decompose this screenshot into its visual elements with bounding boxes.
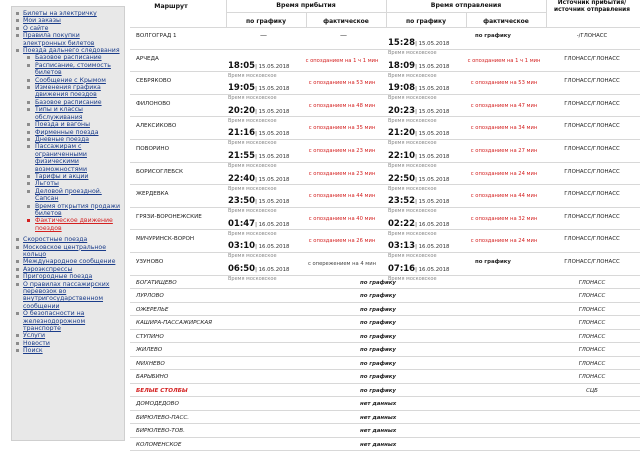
bullet-icon <box>27 131 30 134</box>
departure-status: по графику <box>475 259 511 265</box>
station-name: СТУПИНО <box>136 333 164 340</box>
sidebar-link-label: Международное сообщение <box>23 258 116 266</box>
movement-status: нет данных <box>360 428 397 435</box>
header-arrival-scheduled: по графику <box>246 18 286 25</box>
bullet-icon <box>27 190 30 193</box>
header-departure-scheduled: по графику <box>406 18 446 25</box>
departure-date: | 15.05.2018 <box>415 108 450 115</box>
source-label: ГЛОНАСС <box>578 306 606 313</box>
arrival-date: | 15.05.2018 <box>255 199 290 206</box>
bullet-icon <box>16 19 19 22</box>
timezone-note: Время московское <box>228 72 277 79</box>
station-name: СЕБРЯКОВО <box>136 78 172 85</box>
header-arrival-actual: фактическое <box>323 18 369 25</box>
sidebar-link-label: Пригородные поезда <box>23 273 93 281</box>
sidebar-link[interactable] <box>14 136 122 143</box>
sidebar-link[interactable] <box>14 217 122 232</box>
station-name: МИЧУРИНСК-ВОРОН <box>136 236 195 243</box>
sidebar-link[interactable] <box>14 54 122 61</box>
table-row <box>130 208 640 237</box>
sidebar-link[interactable] <box>14 236 122 243</box>
col-divider <box>386 0 387 27</box>
source-label: -/ГЛОНАСС <box>576 33 608 39</box>
timezone-note: Время московское <box>228 117 277 124</box>
table-row <box>130 289 640 303</box>
departure-status: с опозданием на 24 мин <box>470 170 538 177</box>
source-label: ГЛОНАСС <box>578 374 606 381</box>
sidebar-link[interactable] <box>14 244 122 259</box>
station-name: МИХНЕВО <box>136 360 165 367</box>
sidebar-link[interactable] <box>14 84 122 99</box>
departure-date: | 15.05.2018 <box>415 154 450 160</box>
table-row <box>130 163 640 192</box>
departure-time-value: 03:13 <box>388 241 416 252</box>
station-name: ДОМОДЕДОВО <box>136 401 179 408</box>
bullet-icon <box>27 138 30 141</box>
arrival-date: | 15.05.2018 <box>255 86 290 93</box>
movement-status: по графику <box>360 387 396 394</box>
bullet-icon <box>16 334 19 337</box>
arrival-date: | 16.05.2018 <box>255 267 290 273</box>
source-label: ГЛОНАСС <box>578 360 606 367</box>
timezone-note: Время московское <box>228 276 277 282</box>
bullet-icon <box>27 56 30 59</box>
timezone-note: Время московское <box>228 230 277 237</box>
sidebar-link-label: Поезда дальнего следования <box>23 47 120 55</box>
col-divider <box>306 12 307 27</box>
arrival-status: с опозданием на 23 мин <box>308 170 376 177</box>
sidebar-link[interactable] <box>14 266 122 273</box>
station-name: ПОВОРИНО <box>136 146 170 152</box>
station-name: ЖИЛЕВО <box>136 347 163 354</box>
station-name: ГРЯЗИ-ВОРОНЕЖСКИЕ <box>136 213 202 220</box>
departure-time-value: 21:20 <box>388 128 416 139</box>
sidebar-link[interactable] <box>14 17 122 24</box>
sidebar-link-label: Новости <box>23 339 50 347</box>
timezone-note: Время московское <box>228 185 277 192</box>
departure-date: | 15.05.2018 <box>415 63 450 70</box>
departure-time-value: 22:10 <box>388 151 416 161</box>
timezone-note: Время московское <box>228 208 277 215</box>
movement-status: нет данных <box>360 441 397 448</box>
bullet-icon <box>16 260 19 263</box>
bullet-icon <box>27 175 30 178</box>
station-name: БИРЮЛЕВО-ПАСС. <box>136 414 190 421</box>
table-row <box>130 343 640 357</box>
sidebar-link-label: Фирменные поезда <box>35 128 99 136</box>
col-divider <box>226 0 227 27</box>
bullet-icon <box>27 205 30 208</box>
bullet-icon <box>16 27 19 30</box>
bullet-icon <box>27 64 30 67</box>
departure-time-value: 02:22 <box>388 218 416 229</box>
movement-status: по графику <box>360 279 396 286</box>
station-name: АЛЕКСИКОВО <box>136 123 177 130</box>
bullet-icon <box>16 246 19 249</box>
timezone-note: Время московское <box>228 253 277 260</box>
departure-status: с опозданием на 27 мин <box>470 148 538 154</box>
sidebar-link-label: Базовое расписание <box>35 54 102 62</box>
bullet-icon <box>16 275 19 278</box>
sidebar-link[interactable] <box>14 332 122 339</box>
arrival-date: | 16.05.2018 <box>255 221 290 228</box>
sidebar-link-label: Тарифы и акции <box>35 172 89 180</box>
sidebar-link[interactable] <box>14 62 122 77</box>
table-row <box>130 411 640 425</box>
sidebar-link[interactable] <box>14 273 122 280</box>
sidebar-link-label: Услуги <box>23 332 46 340</box>
header-departure: Время отправления <box>430 2 502 9</box>
bullet-icon <box>16 349 19 352</box>
sidebar-link[interactable] <box>14 106 122 121</box>
departure-date: | 16.05.2018 <box>415 221 450 228</box>
timezone-note: Время московское <box>388 276 437 282</box>
movement-status: по графику <box>360 374 396 381</box>
departure-date: | 15.05.2018 <box>415 131 450 138</box>
table-row <box>130 316 640 330</box>
sidebar-link[interactable] <box>14 258 122 265</box>
movement-status: по графику <box>360 360 396 367</box>
table-row <box>130 438 640 451</box>
timezone-note: Время московское <box>228 140 277 147</box>
sidebar-link-label: Расписание, стоимость билетов <box>35 61 111 77</box>
departure-time-value: 18:09 <box>388 60 416 71</box>
sidebar-link[interactable] <box>14 310 122 332</box>
bullet-icon <box>16 268 19 271</box>
arrival-status: с опозданием на 48 мин <box>308 102 376 109</box>
arrival-date: | 15.05.2018 <box>255 131 290 138</box>
movement-status: по графику <box>360 320 396 327</box>
bullet-icon <box>16 12 19 15</box>
movement-status: по графику <box>360 333 396 340</box>
departure-date: | 15.05.2018 <box>415 86 450 93</box>
timezone-note: Время московское <box>388 95 437 102</box>
timezone-note: Время московское <box>388 117 437 124</box>
sidebar-link-label: Поиск <box>23 347 43 355</box>
station-name: БОГАТИЩЕВО <box>136 279 177 286</box>
source-label: ГЛОНАСС/ГЛОНАСС <box>564 191 620 198</box>
col-divider <box>546 0 547 27</box>
station-name: ОЖЕРЕЛЬЕ <box>136 306 169 313</box>
arrival-time-value: 03:10 <box>228 241 256 252</box>
departure-status: с опозданием на 44 мин <box>470 193 538 200</box>
source-label: ГЛОНАСС/ГЛОНАСС <box>564 55 620 62</box>
sidebar-link-label: Правила покупки электронных билетов <box>23 32 95 47</box>
sidebar-link[interactable] <box>14 99 122 106</box>
table-row <box>130 185 640 215</box>
departure-time-value: 23:52 <box>388 196 416 207</box>
timezone-note: Время московское <box>388 72 437 79</box>
departure-time-value: 20:23 <box>388 105 416 116</box>
departure-time-value: 15:28 <box>388 38 416 48</box>
timezone-note: Время московское <box>228 95 277 102</box>
sidebar-link[interactable] <box>14 203 122 218</box>
bullet-icon <box>27 123 30 126</box>
sidebar-link[interactable] <box>14 121 122 128</box>
arrival-status: с опозданием на 1 ч 1 мин <box>305 57 379 64</box>
departure-status: с опозданием на 53 мин <box>470 80 538 87</box>
station-name: ЖЕРДЕВКА <box>136 191 169 198</box>
arrival-status: с опозданием на 23 мин <box>308 148 376 154</box>
sidebar-link-label: Деловой проездной. Сапсан <box>35 187 102 203</box>
bullet-icon <box>16 283 19 286</box>
sidebar-link-label: О безопасности на железнодорожном транспорте <box>23 310 86 333</box>
source-label: ГЛОНАСС/ГЛОНАСС <box>564 100 620 107</box>
table-row <box>130 27 640 56</box>
header-departure-actual: фактическое <box>483 18 529 25</box>
bullet-icon <box>27 86 30 89</box>
bullet-icon <box>27 219 30 222</box>
table-row <box>130 72 640 102</box>
arrival-time-value: 21:55 <box>228 151 256 161</box>
sidebar-link[interactable] <box>14 340 122 347</box>
station-name: ФИЛОНОВО <box>136 100 171 107</box>
sidebar-menu <box>11 6 125 441</box>
timezone-note: Время московское <box>388 50 437 56</box>
arrival-date: | 15.05.2018 <box>255 108 290 115</box>
sidebar-link-label: Фактическое движение поездов <box>35 217 113 232</box>
departure-date: | 16.05.2018 <box>415 244 450 251</box>
bullet-icon <box>27 182 30 185</box>
table-row <box>130 50 640 79</box>
station-name: БИРЮЛЕВО-ТОВ. <box>136 428 185 435</box>
source-label: ГЛОНАСС <box>578 333 606 340</box>
table-row <box>130 117 640 147</box>
source-label: ГЛОНАСС/ГЛОНАСС <box>564 236 620 243</box>
arrival-date: | 15.05.2018 <box>255 154 290 160</box>
arrival-time-value: 06:50 <box>228 264 256 274</box>
source-label: ГЛОНАСС/ГЛОНАСС <box>564 213 620 220</box>
arrival-status: с опозданием на 35 мин <box>308 125 376 132</box>
bullet-icon <box>27 108 30 111</box>
departure-date: | 15.05.2018 <box>415 41 450 47</box>
source-label: ГЛОНАСС <box>578 293 606 300</box>
arrival-date: | 16.05.2018 <box>255 244 290 251</box>
timezone-note: Время московское <box>388 185 437 192</box>
sidebar-link[interactable] <box>14 77 122 84</box>
movement-status: нет данных <box>360 414 397 421</box>
table-row <box>130 140 640 169</box>
departure-status: с опозданием на 34 мин <box>470 125 538 132</box>
arrival-empty: — <box>340 31 347 39</box>
sidebar-link-label: О правилах пассажирских перевозок во внутригосударственном сообщении <box>23 280 110 310</box>
timezone-note: Время московское <box>388 140 437 147</box>
sidebar-link[interactable] <box>14 173 122 180</box>
header-arrival: Время прибытия <box>276 2 336 9</box>
station-name: КАШИРА-ПАССАЖИРСКАЯ <box>136 320 213 327</box>
bullet-icon <box>27 79 30 82</box>
sidebar-link-label: Скоростные поезда <box>23 236 88 244</box>
sidebar-link-label: Московское центральное кольцо <box>23 243 107 258</box>
table-row <box>130 424 640 438</box>
arrival-date: | 15.05.2018 <box>255 176 290 183</box>
station-name: АРЧЕДА <box>136 55 159 62</box>
departure-date: | 16.05.2018 <box>415 267 450 273</box>
timezone-note: Время московское <box>388 230 437 237</box>
station-name: УЗУНОВО <box>136 259 164 265</box>
source-label: ГЛОНАСС <box>578 320 606 327</box>
movement-status: по графику <box>360 347 396 354</box>
arrival-time-value: 21:16 <box>228 128 256 139</box>
station-name: ЛУРЛОВО <box>136 293 164 300</box>
departure-date: | 15.05.2018 <box>415 199 450 206</box>
source-label: ГЛОНАСС <box>578 347 606 354</box>
timezone-note: Время московское <box>228 163 277 169</box>
sidebar-link[interactable] <box>14 281 122 311</box>
table-row <box>130 370 640 384</box>
sidebar-link[interactable] <box>14 129 122 136</box>
table-row <box>130 384 640 398</box>
arrival-date: | 15.05.2018 <box>255 63 290 70</box>
departure-date: | 15.05.2018 <box>415 176 450 183</box>
bullet-icon <box>16 34 19 37</box>
source-label: ГЛОНАСС/ГЛОНАСС <box>564 168 620 175</box>
departure-status: по графику <box>475 33 511 39</box>
table-row <box>130 303 640 317</box>
sidebar-link-label: Изменения графика движения поездов <box>35 84 101 99</box>
table-row <box>130 95 640 124</box>
header-route: Маршрут <box>154 3 188 10</box>
arrival-status: с опозданием на 44 мин <box>308 193 376 200</box>
sidebar-link-label: Аэроэкспрессы <box>23 265 73 273</box>
source-label: ГЛОНАСС/ГЛОНАСС <box>564 259 620 265</box>
station-name: БАРЫБИНО <box>136 374 169 381</box>
arrival-time-value: 19:05 <box>228 83 256 94</box>
source-label: ГЛОНАСС/ГЛОНАСС <box>564 123 620 130</box>
sidebar-link[interactable] <box>14 180 122 187</box>
arrival-status: с опережением на 4 мин <box>308 261 376 267</box>
source-label: ГЛОНАСС <box>578 279 606 286</box>
sidebar-link[interactable] <box>14 47 122 54</box>
arrival-time-value: 20:20 <box>228 105 256 116</box>
sidebar-link-label: Пассажирам с ограниченными физическими возможностями <box>35 143 87 173</box>
table-row <box>130 276 640 290</box>
table-row <box>130 397 640 411</box>
source-label: ГЛОНАСС/ГЛОНАСС <box>564 78 620 85</box>
timezone-note: Время московское <box>388 208 437 215</box>
timezone-note: Время московское <box>388 253 437 260</box>
sidebar-link[interactable] <box>14 25 122 32</box>
station-name: КОЛОМЕНСКОЕ <box>136 441 182 448</box>
table-row <box>130 230 640 260</box>
departure-time-value: 07:16 <box>388 264 416 274</box>
bullet-icon <box>16 342 19 345</box>
bullet-icon <box>27 101 30 104</box>
bullet-icon <box>16 312 19 315</box>
sidebar-link-label: Билеты на электричку <box>23 10 97 17</box>
sidebar-link[interactable] <box>14 188 122 203</box>
sidebar-link[interactable] <box>14 143 122 173</box>
table-row <box>130 357 640 371</box>
station-name: БЕЛЫЕ СТОЛБЫ <box>136 387 188 394</box>
arrival-time-value: 18:05 <box>228 60 256 71</box>
sidebar-link-label: Сообщение с Крымом <box>35 76 106 84</box>
table-row <box>130 330 640 344</box>
sidebar-link-label: Типы и классы обслуживания <box>35 106 83 121</box>
departure-status: с опозданием на 24 мин <box>470 238 538 245</box>
departure-time-value: 22:50 <box>388 173 416 184</box>
movement-status: по графику <box>360 306 396 313</box>
station-name: ВОЛГОГРАД 1 <box>136 33 177 39</box>
movement-status: по графику <box>360 293 396 300</box>
departure-time-value: 19:08 <box>388 83 416 94</box>
departure-status: с опозданием на 32 мин <box>470 215 538 222</box>
departure-status: с опозданием на 1 ч 1 мин <box>467 57 541 64</box>
arrival-time-value: 23:50 <box>228 196 256 207</box>
sidebar-link-label: Поезда и вагоны <box>35 121 90 129</box>
sidebar-link[interactable] <box>14 347 122 354</box>
arrival-time-value: 22:40 <box>228 173 256 184</box>
header-source: Источник прибытия/ источник отправления <box>554 0 630 13</box>
sidebar-link[interactable] <box>14 10 122 17</box>
sidebar-link[interactable] <box>14 32 122 47</box>
timezone-note: Время московское <box>388 163 437 169</box>
sidebar-link-label: Мои заказы <box>23 17 61 25</box>
arrival-status: с опозданием на 26 мин <box>308 238 376 245</box>
departure-status: с опозданием на 47 мин <box>470 102 538 109</box>
sidebar-link-label: Время открытия продажи билетов <box>35 202 121 217</box>
source-label: СЦБ <box>586 387 598 394</box>
sidebar-link-label: О сайте <box>23 24 49 32</box>
sidebar-link-label: Льготы <box>35 180 59 188</box>
bullet-icon <box>27 145 30 148</box>
sidebar-link-label: Дневные поезда <box>35 135 90 143</box>
bullet-icon <box>16 49 19 52</box>
bullet-icon <box>16 238 19 241</box>
arrival-status: с опозданием на 40 мин <box>308 215 376 222</box>
arrival-empty: — <box>260 31 267 39</box>
arrival-time-value: 01:47 <box>228 218 256 229</box>
sidebar-link-label: Базовое расписание <box>35 98 102 106</box>
movement-status: нет данных <box>360 401 397 408</box>
arrival-status: с опозданием на 53 мин <box>308 80 376 87</box>
train-movement-table <box>130 0 640 451</box>
table-row <box>130 253 640 282</box>
station-name: БОРИСОГЛЕБСК <box>136 168 183 175</box>
source-label: ГЛОНАСС/ГЛОНАСС <box>564 146 620 152</box>
col-divider <box>466 12 467 27</box>
